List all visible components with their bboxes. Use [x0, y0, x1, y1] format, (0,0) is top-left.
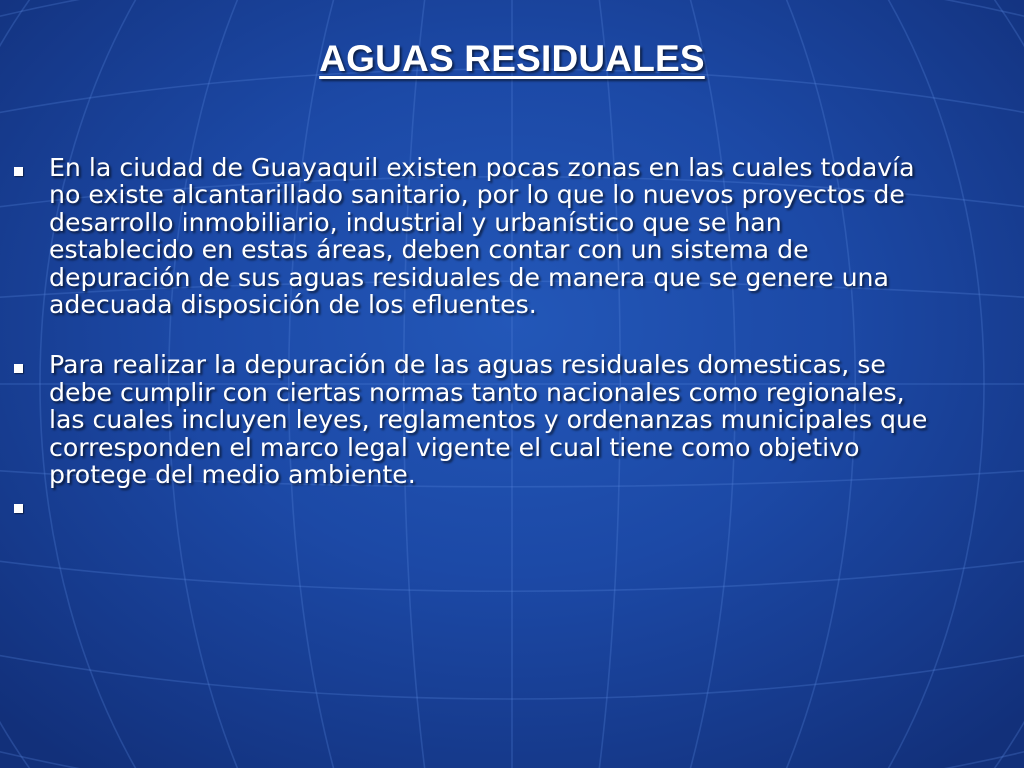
bullet-list	[14, 154, 934, 519]
bullet-item	[14, 154, 934, 318]
slide-title: AGUAS RESIDUALES	[319, 38, 705, 79]
bullet-text: Para realizar la depuración de las aguas residuales domesticas, se debe cumplir con ciertas normas tanto nacionales como regionales, las cuales incluyen leyes, reglamentos y ordenanzas municipales que corresponden el marco legal vigente el cual tiene como objetivo protege del medio ambiente.	[49, 350, 928, 490]
bullet-text: En la ciudad de Guayaquil existen pocas zonas en las cuales todavía no existe alcantarillado sanitario, por lo que lo nuevos proyectos de desarrollo inmobiliario, industrial y urbanístico que se han establecido en estas áreas, deben contar con un sistema de depuración de sus aguas residuales de manera que se genere una adecuada disposición de los efluentes.	[49, 153, 915, 320]
square-bullet-icon	[14, 364, 23, 373]
square-bullet-icon	[14, 167, 23, 176]
square-bullet-icon	[14, 504, 23, 513]
bullet-item	[14, 351, 934, 488]
empty-bullet-item	[14, 491, 934, 519]
